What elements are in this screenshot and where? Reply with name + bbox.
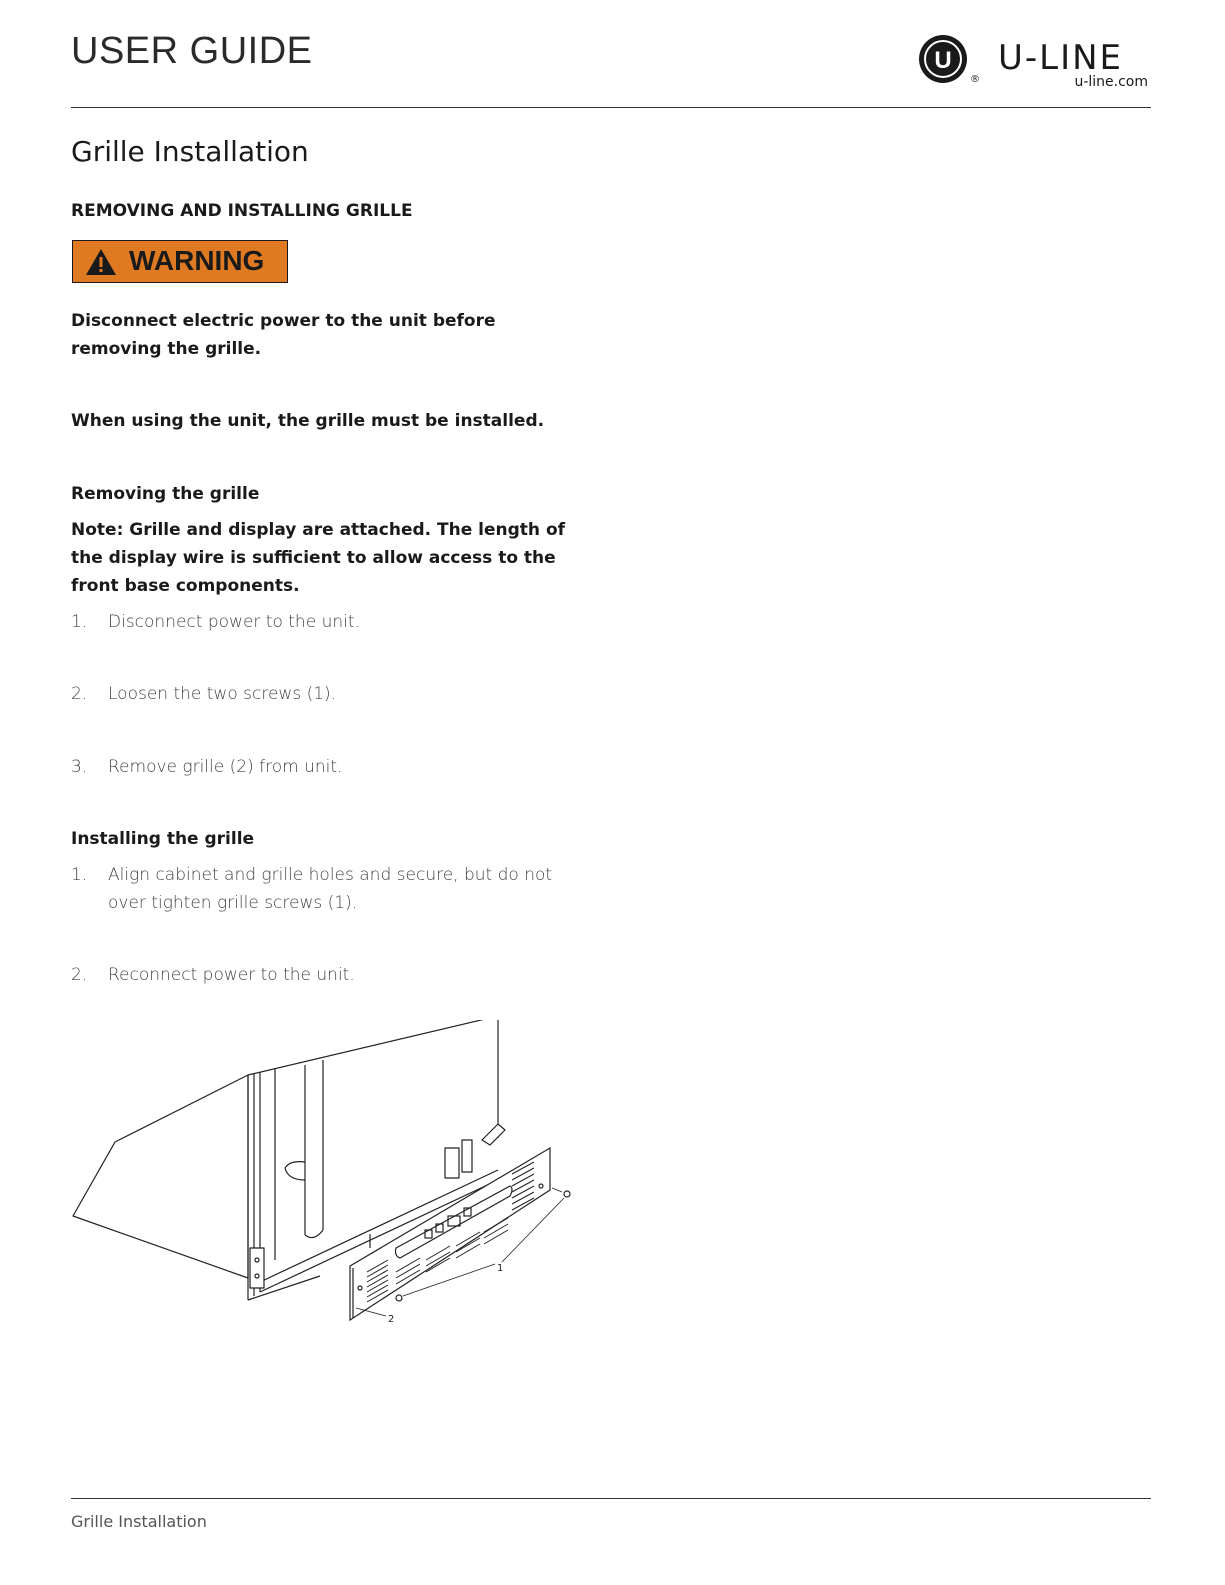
step-text: Loosen the two screws (1). [108, 684, 337, 704]
section-subheading: REMOVING AND INSTALLING GRILLE [71, 201, 413, 221]
warning-triangle-icon [85, 248, 117, 276]
u-line-logo-mark-icon [918, 34, 968, 84]
page-header-title: USER GUIDE [71, 30, 313, 72]
step-number: 1. [71, 612, 88, 632]
removing-step [71, 680, 571, 708]
step-text: Align cabinet and grille holes and secure, but do not over tighten grille screws (1). [108, 865, 553, 913]
registered-mark: ® [970, 74, 980, 85]
removing-step [71, 753, 571, 781]
installing-step [71, 861, 571, 917]
step-number: 1. [71, 865, 88, 885]
logo-url: u-line.com [1074, 74, 1148, 90]
grille-must-be-installed: When using the unit, the grille must be installed. [71, 411, 545, 431]
removing-step [71, 608, 571, 636]
step-number: 2. [71, 965, 88, 985]
step-text: Remove grille (2) from unit. [108, 757, 343, 777]
logo-wordmark: U-LINE [998, 38, 1124, 78]
u-line-logo [918, 34, 1150, 92]
footer-section-label: Grille Installation [71, 1512, 207, 1531]
step-number: 3. [71, 757, 88, 777]
step-text: Reconnect power to the unit. [108, 965, 355, 985]
installing-heading: Installing the grille [71, 829, 255, 849]
grille-installation-diagram [70, 1020, 590, 1350]
warning-label: WARNING [129, 245, 265, 276]
removing-heading: Removing the grille [71, 484, 260, 504]
footer-divider [71, 1498, 1151, 1499]
callout-grille-label: 2 [388, 1314, 395, 1325]
disconnect-power-warning: Disconnect electric power to the unit before removing the grille. [71, 311, 496, 359]
removing-note: Note: Grille and display are attached. The length of the display wire is sufficient to allow access to the front base components. [71, 520, 566, 596]
section-title: Grille Installation [71, 135, 309, 168]
header-divider [71, 107, 1151, 108]
warning-badge [72, 240, 288, 283]
logo-letter: U [934, 47, 952, 74]
installing-step [71, 961, 571, 989]
callout-screws-label: 1 [497, 1263, 504, 1274]
step-number: 2. [71, 684, 88, 704]
step-text: Disconnect power to the unit. [108, 612, 360, 632]
